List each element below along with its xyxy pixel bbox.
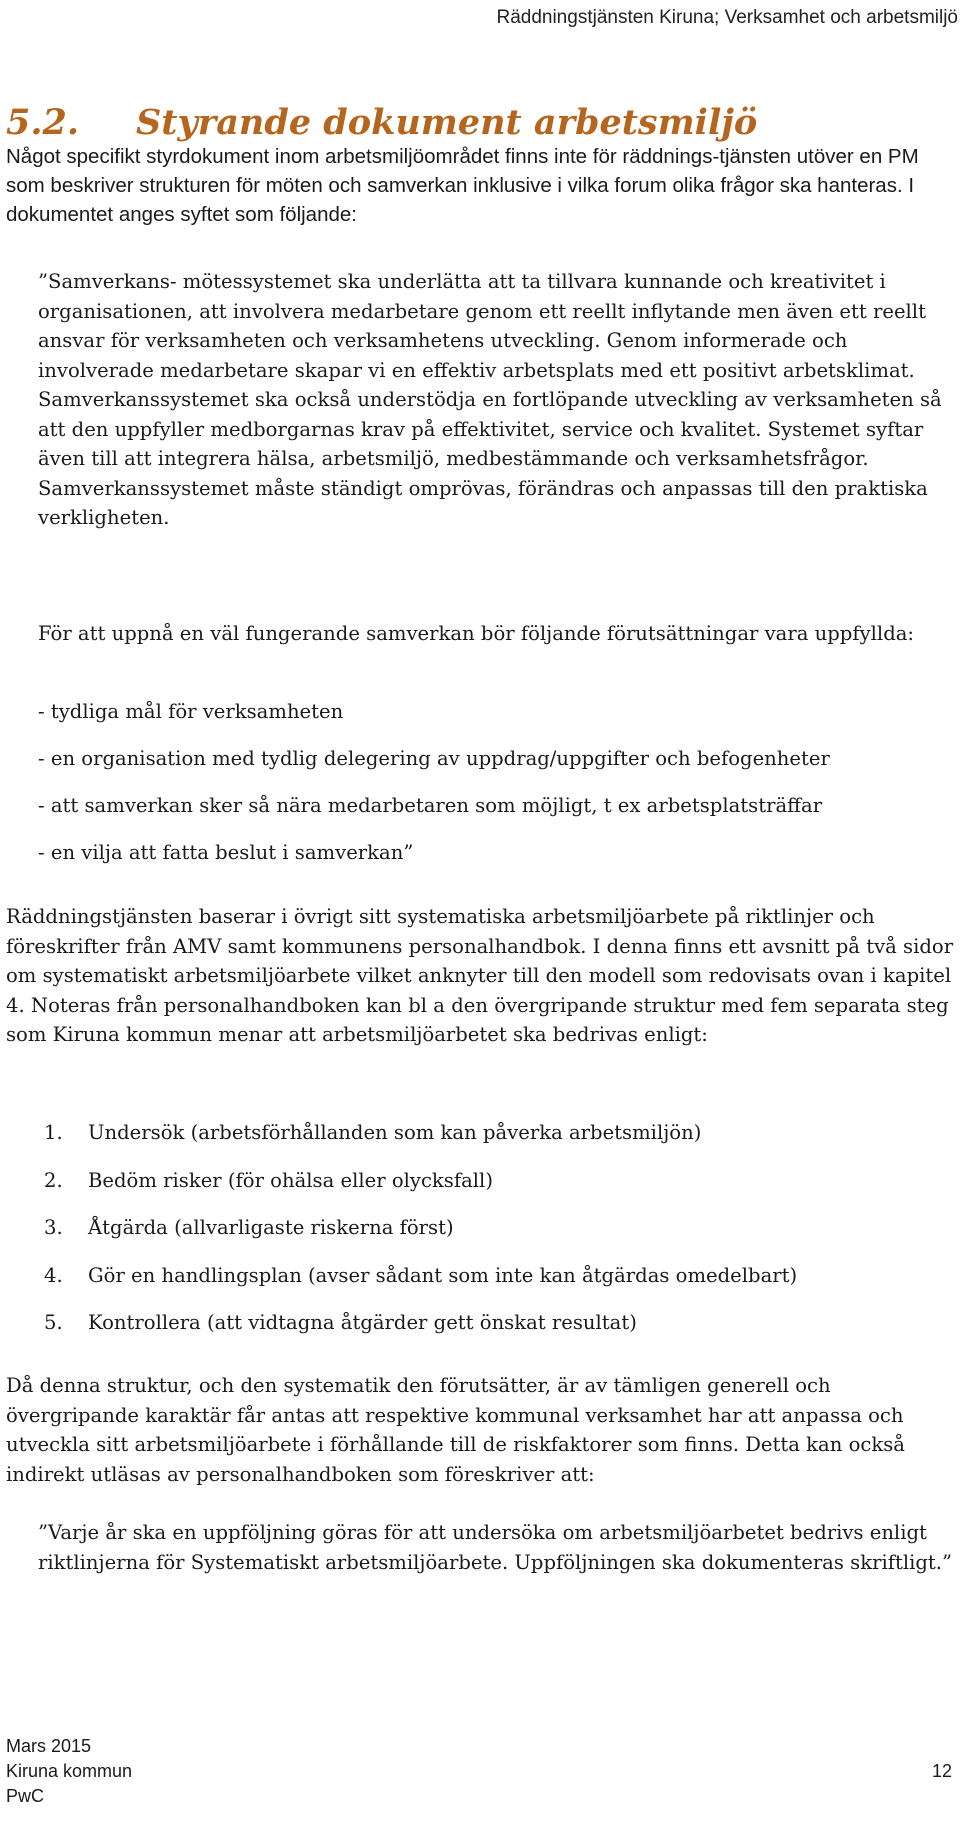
- step-text: Kontrollera (att vidtagna åtgärder gett önskat resultat): [88, 1311, 637, 1335]
- footer-client: Kiruna kommun: [6, 1761, 133, 1781]
- prerequisite-item: - tydliga mål för verksamheten: [38, 700, 344, 723]
- footer-date: Mars 2015: [6, 1736, 92, 1756]
- footer-author: PwC: [6, 1786, 45, 1806]
- footer: [6, 1734, 132, 1809]
- steps-list: [44, 1118, 944, 1356]
- prerequisite-item: - en vilja att fatta beslut i samverkan”: [38, 841, 414, 864]
- step-text: Åtgärda (allvarligaste riskerna först): [88, 1216, 454, 1240]
- step-text: Bedöm risker (för ohälsa eller olycksfall): [88, 1168, 493, 1192]
- paragraph-structure: Då denna struktur, och den systematik den förutsätter, är av tämligen generell och övergripande karaktär får antas att respektive kommunal verksamhet har att anpassa och utveckla sitt arbetsmiljöarbete i förhållande till de riskfaktorer som finns. Detta kan också indirekt utläsas av personalhandboken som föreskriver att:: [6, 1374, 905, 1486]
- section-number: 5.2.: [6, 102, 80, 143]
- step-text: Undersök (arbetsförhållanden som kan påverka arbetsmiljön): [88, 1121, 702, 1144]
- section-heading: [6, 102, 757, 143]
- step-text: Gör en handlingsplan (avser sådant som inte kan åtgärdas omedelbart): [88, 1263, 798, 1287]
- prerequisite-item: - en organisation med tydlig delegering av uppdrag/uppgifter och befogenheter: [38, 747, 830, 770]
- page-number: 12: [931, 1761, 952, 1781]
- step-number: 3.: [44, 1216, 63, 1240]
- step-number: 5.: [44, 1311, 63, 1335]
- step-item: [44, 1213, 944, 1261]
- running-header: Räddningstjänsten Kiruna; Verksamhet och arbetsmiljö: [496, 7, 958, 28]
- section-title: Styrande dokument arbetsmiljö: [136, 102, 758, 143]
- step-number: 1.: [44, 1121, 63, 1144]
- step-item: [44, 1308, 944, 1356]
- step-item: [44, 1166, 944, 1214]
- paragraph-amv: Räddningstjänsten baserar i övrigt sitt systematiska arbetsmiljöarbete på riktlinjer och föreskrifter från AMV samt kommunens personalhandbok. I denna finns ett avsnitt på två sidor om systematiskt arbetsmiljöarbete vilket anknyter till den modell som redovisats ovan i kapitel 4. Noteras från personalhandboken kan bl a den övergripande struktur med fem separata steg som Kiruna kommun menar att arbetsmiljöarbetet ska bedrivas enligt:: [6, 905, 954, 1046]
- quote-samverkan: ”Samverkans- mötessystemet ska underlätta att ta tillvara kunnande och kreativitet i organisationen, att involvera medarbetare genom ett reellt inflytande men även ett reellt ansvar för verksamheten och verksamhetens utveckling. Genom informerade och involverade medarbetare skapar vi en effektiv arbetsplats med ett positivt arbetsklimat. Samverkanssystemet ska också understödja en fortlöpande utveckling av verksamheten så att den uppfyller medborgarnas krav på effektivitet, service och kvalitet. Systemet syftar även till att integrera hälsa, arbetsmiljö, medbestämmande och verksamhetsfrågor. Samverkanssystemet måste ständigt omprövas, förändras och anpassas till den praktiska verkligheten.: [38, 270, 942, 529]
- step-item: [44, 1261, 944, 1309]
- intro-paragraph: Något specifikt styrdokument inom arbetsmiljöområdet finns inte för räddnings-tjänsten utöver en PM som beskriver strukturen för möten och samverkan inklusive i vilka forum olika frågor ska hanteras. I dokumentet anges syftet som följande:: [6, 145, 919, 226]
- step-number: 2.: [44, 1168, 63, 1192]
- prerequisites-intro: För att uppnå en väl fungerande samverkan bör följande förutsättningar vara uppfyllda:: [38, 622, 915, 645]
- quote-uppfoljning: ”Varje år ska en uppföljning göras för att undersöka om arbetsmiljöarbetet bedrivs enligt riktlinjerna för Systematiskt arbetsmiljöarbete. Uppföljningen ska dokumenteras skriftligt.”: [38, 1521, 953, 1574]
- step-number: 4.: [44, 1263, 63, 1287]
- step-item: [44, 1118, 944, 1166]
- prerequisite-item: - att samverkan sker så nära medarbetaren som möjligt, t ex arbetsplatsträffar: [38, 794, 823, 817]
